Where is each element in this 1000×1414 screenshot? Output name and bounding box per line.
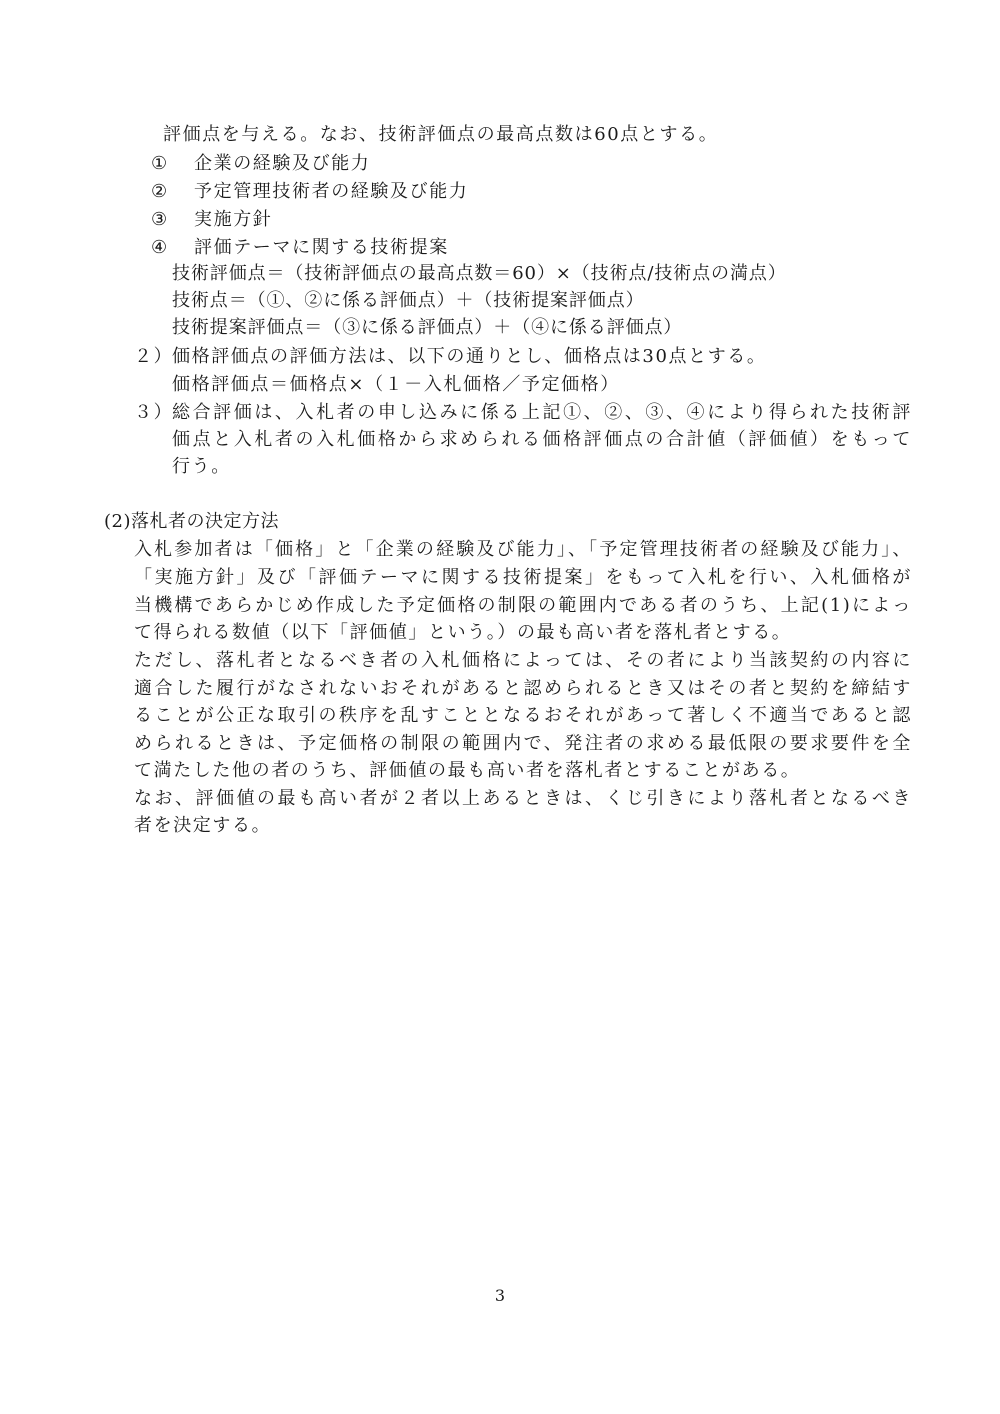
formula-technical-score: 技術評価点＝（技術評価点の最高点数＝60）×（技術点/技術点の満点） <box>172 263 787 284</box>
item-3-line-1: 総合評価は、入札者の申し込みに係る上記①、②、③、④により得られた技術評 <box>172 402 912 423</box>
item-2-text: 価格評価点の評価方法は、以下の通りとし、価格点は30点とする。 <box>172 346 767 367</box>
item-3-line-2: 価点と入札者の入札価格から求められる価格評価点の合計値（評価値）をもって <box>172 429 912 450</box>
criterion-4-label: 評価テーマに関する技術提案 <box>194 237 449 258</box>
section-heading: (2)落札者の決定方法 <box>104 511 279 532</box>
item-2-marker: ２） <box>134 346 174 367</box>
paragraph-line: 適合した履行がなされないおそれがあると認められるとき又はその者と契約を締結す <box>134 678 912 699</box>
paragraph-line: 者を決定する。 <box>134 815 272 836</box>
paragraph-line: て満たした他の者のうち、評価値の最も高い者を落札者とすることがある。 <box>134 760 801 781</box>
criterion-1-label: 企業の経験及び能力 <box>194 153 371 174</box>
paragraph-line: 入札参加者は「価格」と「企業の経験及び能力」、「予定管理技術者の経験及び能力」、 <box>134 539 912 560</box>
criterion-2-label: 予定管理技術者の経験及び能力 <box>194 181 469 202</box>
paragraph-line: て得られる数値（以下「評価値」という。）の最も高い者を落札者とする。 <box>134 622 792 643</box>
paragraph-line: ただし、落札者となるべき者の入札価格によっては、その者により当該契約の内容に <box>134 650 912 671</box>
paragraph-line: ることが公正な取引の秩序を乱すこととなるおそれがあって著しく不適当であると認 <box>134 705 912 726</box>
criterion-3-label: 実施方針 <box>194 209 273 230</box>
criterion-2-marker: ② <box>151 181 169 202</box>
item-3-line-3: 行う。 <box>172 456 231 477</box>
paragraph-line: なお、評価値の最も高い者が２者以上あるときは、くじ引きにより落札者となるべき <box>134 788 912 809</box>
criterion-3-marker: ③ <box>151 209 169 230</box>
formula-technical-points: 技術点＝（①、②に係る評価点）＋（技術提案評価点） <box>172 290 645 311</box>
page-number: 3 <box>494 1286 506 1305</box>
paragraph-line: められるときは、予定価格の制限の範囲内で、発注者の求める最低限の要求要件を全 <box>134 733 912 754</box>
item-3-marker: ３） <box>134 402 174 423</box>
item-2-formula: 価格評価点＝価格点×（１－入札価格／予定価格） <box>172 374 620 395</box>
formula-proposal-score: 技術提案評価点＝（③に係る評価点）＋（④に係る評価点） <box>172 317 683 338</box>
intro-line: 評価点を与える。なお、技術評価点の最高点数は60点とする。 <box>163 124 719 145</box>
criterion-4-marker: ④ <box>151 237 169 258</box>
criterion-1-marker: ① <box>151 153 169 174</box>
paragraph-line: 「実施方針」及び「評価テーマに関する技術提案」をもって入札を行い、入札価格が <box>134 567 912 588</box>
paragraph-line: 当機構であらかじめ作成した予定価格の制限の範囲内である者のうち、上記(1)によっ <box>134 595 912 616</box>
